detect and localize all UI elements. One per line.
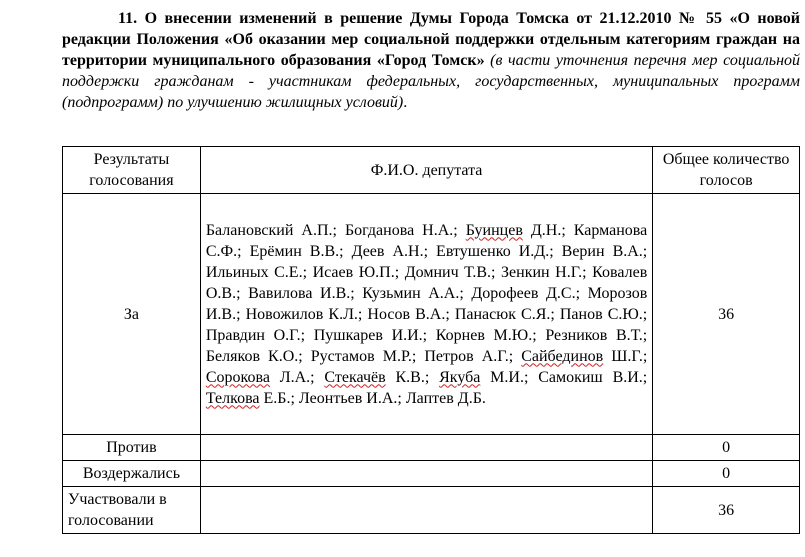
names-part: Л.А.; <box>269 368 325 386</box>
agenda-item-heading <box>62 8 800 113</box>
row-count-for: 36 <box>653 194 800 435</box>
table-header-row <box>63 147 800 194</box>
row-names-abstained <box>200 461 652 487</box>
names-part-flagged: Буинцев <box>465 221 523 239</box>
agenda-item-comment: (в части уточнения перечня мер социальной поддержки гражданам - участникам федеральных, государственных, муниципальных программ (подпрограмм) по улучшению жилищных условий) <box>62 52 801 111</box>
voting-results-table <box>62 146 800 534</box>
row-label-participated: Участвовали в голосовании <box>63 487 201 534</box>
names-part: К.В.; <box>385 368 440 386</box>
row-label-against: Против <box>63 435 201 461</box>
row-count-abstained: 0 <box>653 461 800 487</box>
row-names-for <box>200 194 652 435</box>
agenda-item-title: 11. О внесении изменений в решение Думы Города Томска от 21.12.2010 № 55 «О новой редакции Положения «Об оказании мер социальной поддержки отдельным категориям граждан на территории муниципального образования «Город Томск» <box>62 10 800 69</box>
row-names-participated <box>200 487 652 534</box>
row-label-abstained: Воздержались <box>63 461 201 487</box>
names-part-flagged: Якуба <box>439 368 481 386</box>
table-row-abstained <box>63 461 800 487</box>
names-part: Д.Н.; Карманова С.Ф.; Ерёмин В.В.; Деев А.Н.; Евтушенко И.Д.; Верин В.А.; Ильиных С.Е.; Исаев Ю.П.; Домнич Т.В.; Зенкин Н.Г.; Ковалев О.В.; Вавилова И.В.; Кузьмин А.А.; Дорофеев Д.С.; Морозов И.В.; Новожилов К.Л.; Носов В.А.; Панасюк С.Я.; Панов С.Ю.; Правдин О.Г.; Пушкарев И.И.; Корнев М.Ю.; Резников В.Т.; Беляков К.О.; Рустамов М.Р.; Петров А.Г.; <box>205 221 648 365</box>
names-part: Балановский А.П.; Богданова Н.А.; <box>205 221 466 239</box>
names-part-flagged: Телкова <box>205 389 260 407</box>
row-count-participated: 36 <box>653 487 800 534</box>
header-results: Результаты голосования <box>63 147 201 194</box>
table-row-for <box>63 194 800 435</box>
row-count-against: 0 <box>653 435 800 461</box>
names-part-flagged: Сорокова <box>205 368 270 386</box>
table-row-participated <box>63 487 800 534</box>
table-row-against <box>63 435 800 461</box>
row-label-for: За <box>63 194 201 435</box>
heading-end-punct: . <box>403 94 408 111</box>
row-names-against <box>200 435 652 461</box>
names-part-flagged: Сайбединов <box>521 347 604 365</box>
names-part-flagged: Стекачёв <box>324 368 386 386</box>
names-part: Ш.Г.; <box>603 347 648 365</box>
header-names: Ф.И.О. депутата <box>200 147 652 194</box>
names-part: Е.Б.; Леонтьев И.А.; Лаптев Д.Б. <box>259 389 486 407</box>
header-total: Общее количество голосов <box>653 147 800 194</box>
names-part: М.И.; Самокиш В.И.; <box>480 368 648 386</box>
